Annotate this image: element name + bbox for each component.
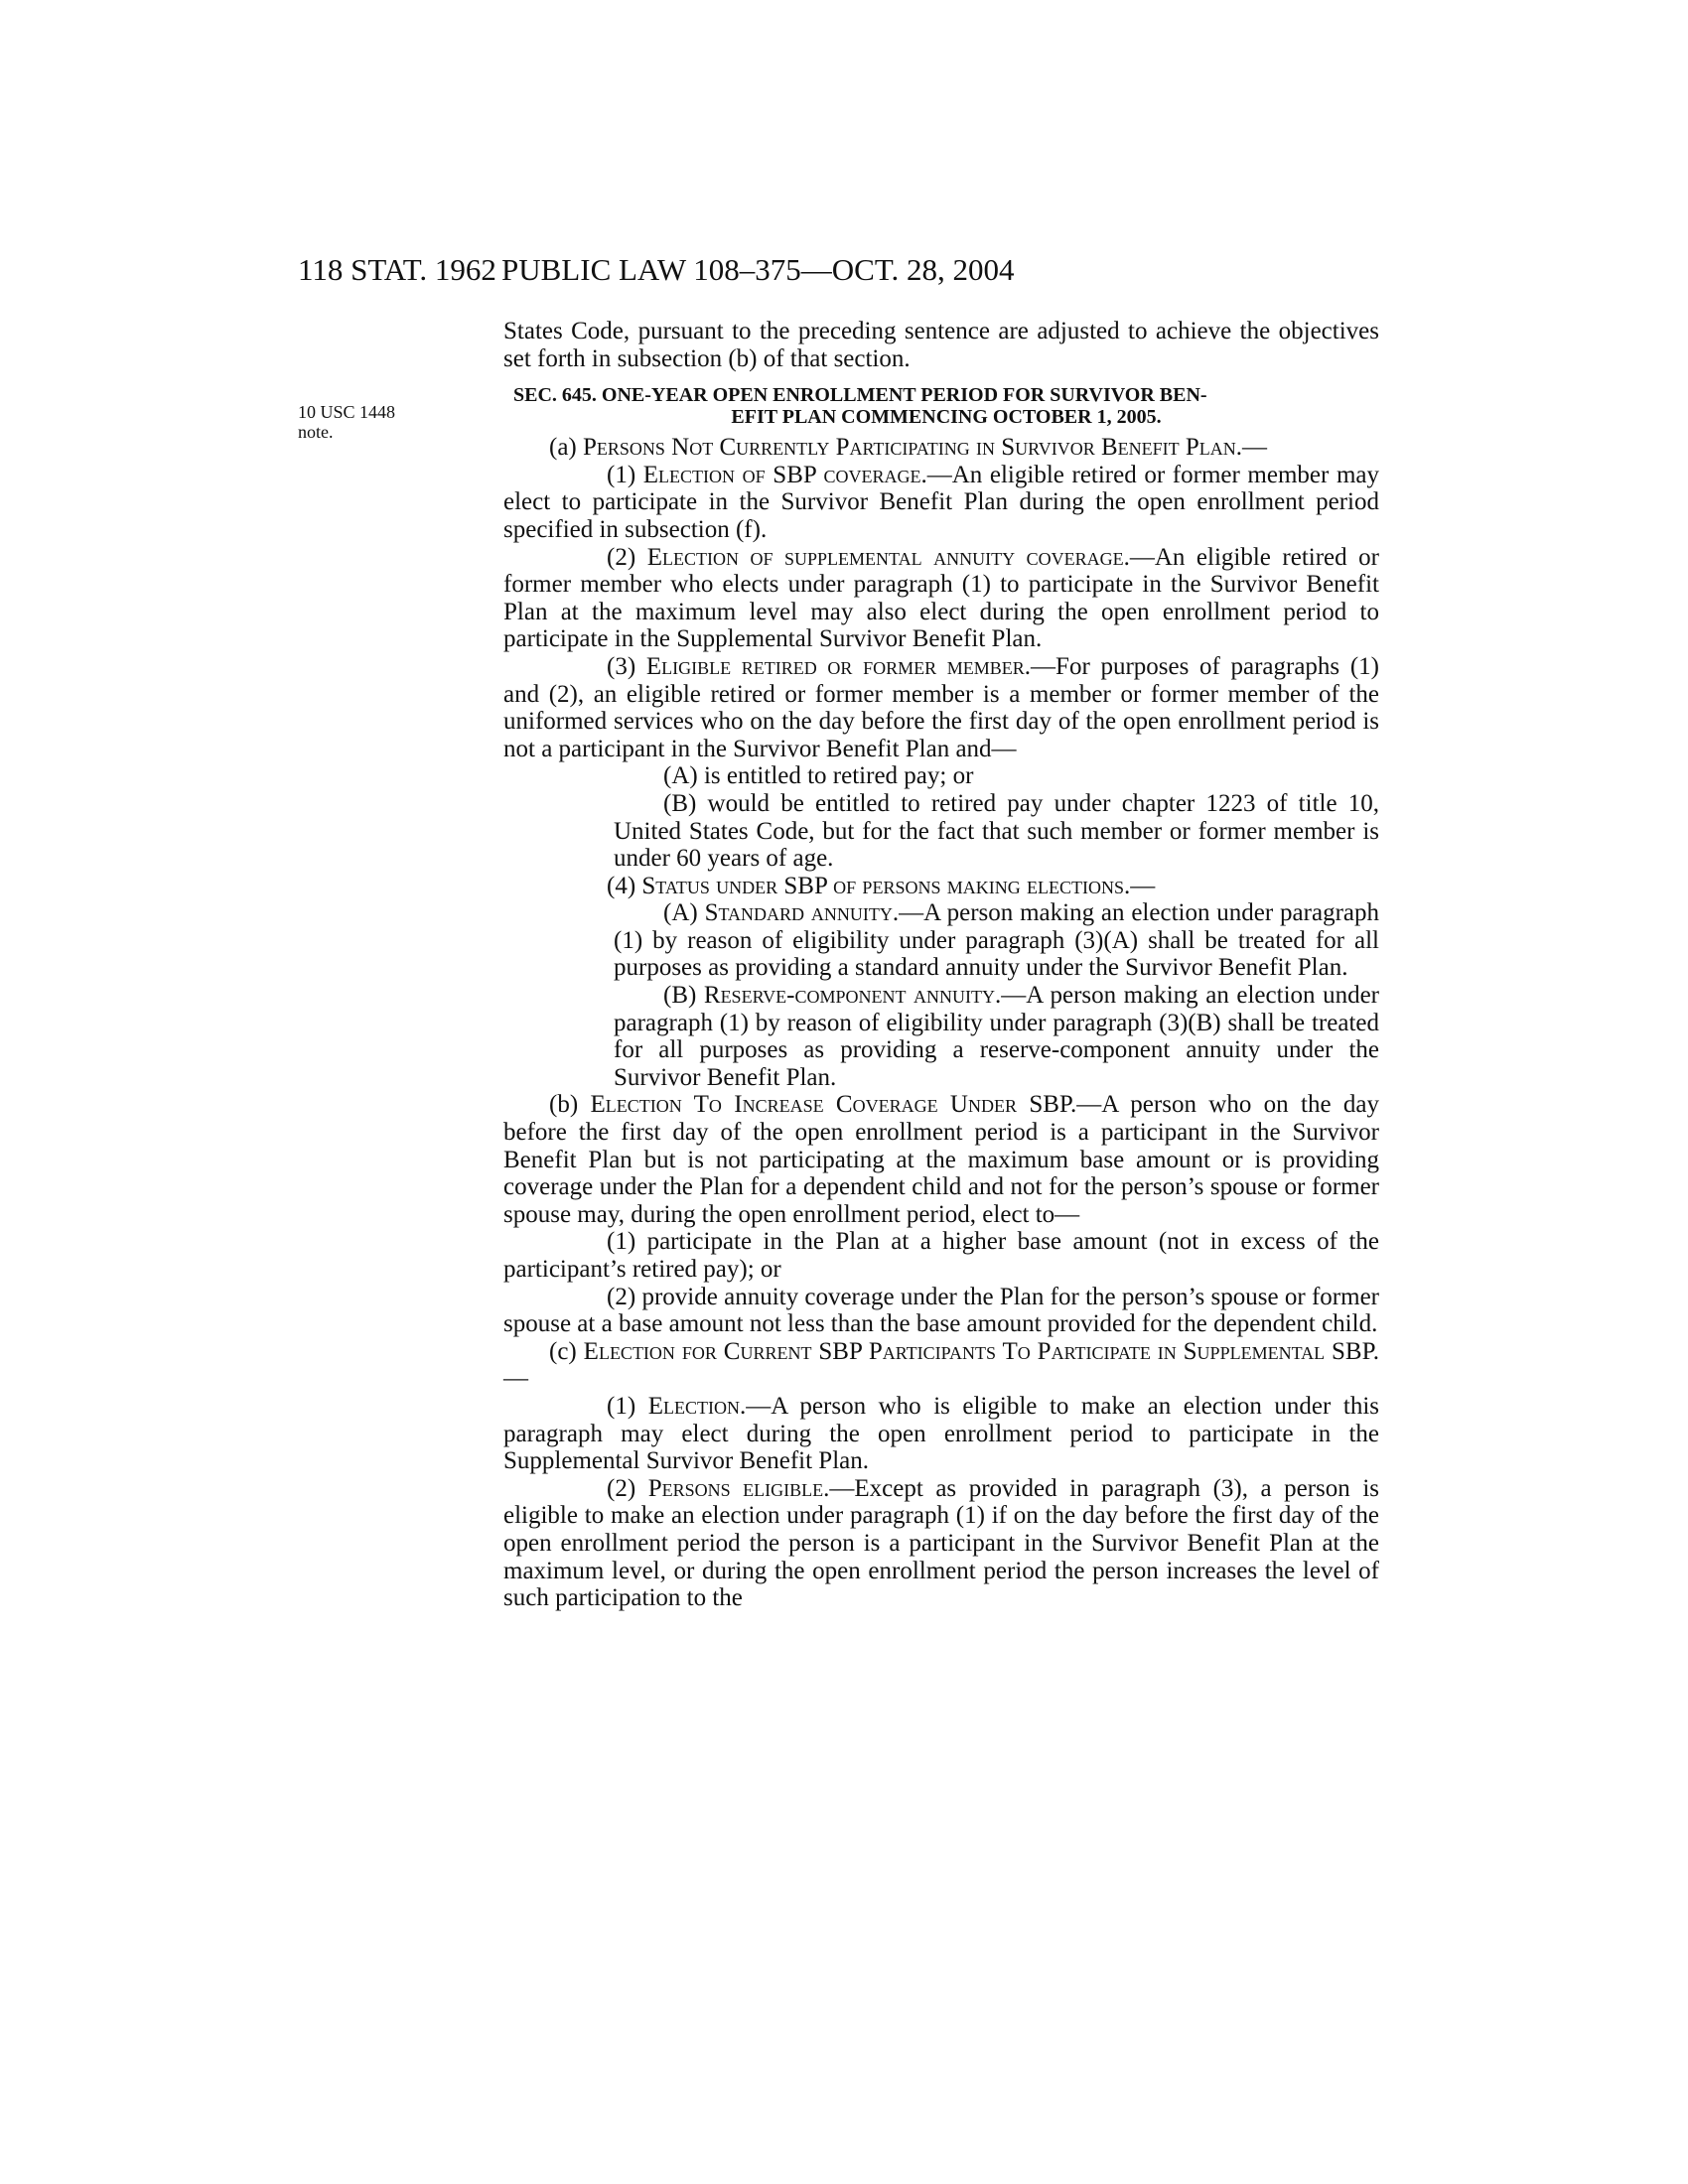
- subparagraph-a3A: (A) is entitled to retired pay; or: [663, 762, 974, 790]
- paragraph-a4-heading: Status under SBP of persons making elections.—: [641, 872, 1156, 899]
- margin-note-citation: 10 USC 1448: [298, 402, 396, 422]
- paragraph-a3-text: For purposes of paragraphs (1) and (2), an eligible retired or former member is a member or former member of the uniformed services who on the day before the first day of the open enrollment period is not a participant in the Survivor Benefit Plan and—: [503, 652, 1379, 762]
- subsection-b-heading: Election To Increase Coverage Under SBP.—: [590, 1091, 1102, 1119]
- subparagraph-a4A-number: (A): [663, 899, 698, 927]
- paragraph-a3: [503, 653, 1379, 762]
- intro-paragraph: States Code, pursuant to the preceding sentence are adjusted to achieve the objectives set forth in subsection (b) of that section.: [503, 318, 1379, 372]
- paragraph-c2-number: (2): [607, 1474, 636, 1502]
- subsection-a-number: (a): [549, 434, 577, 462]
- subsection-b: [503, 1091, 1379, 1228]
- paragraph-c2: [503, 1475, 1379, 1612]
- subparagraph-a4A-heading: Standard annuity.—: [704, 899, 924, 927]
- subsection-a-title: Persons Not Currently Participating in Survivor Benefit Plan.—: [583, 434, 1268, 462]
- subsection-b-text: A person who on the day before the first day of the open enrollment period is a participant in the Survivor Benefit Plan but is not participating at the maximum base amount or is providing coverage under the Plan for a dependent child and not for the person’s spouse or former spouse may, during the open enrollment period, elect to—: [503, 1091, 1379, 1228]
- paragraph-a4: [503, 873, 1379, 900]
- paragraph-c2-text: Except as provided in paragraph (3), a person is eligible to make an election under paragraph (1) if on the day before the first day of the open enrollment period the person is a participant in the Survivor Benefit Plan at the maximum level, or during the open enrollment period the person increases the level of such participation to the: [503, 1474, 1379, 1612]
- paragraph-c1: [503, 1393, 1379, 1475]
- paragraph-a1-number: (1): [607, 461, 636, 488]
- paragraph-c1-number: (1): [607, 1392, 636, 1420]
- subparagraph-a4B: [503, 982, 1379, 1091]
- subsection-c-number: (c): [549, 1337, 577, 1365]
- paragraph-c1-text: A person who is eligible to make an election under this paragraph may elect during the open enrollment period to participate in the Supplemental Survivor Benefit Plan.: [503, 1392, 1379, 1475]
- running-head: [0, 250, 1688, 290]
- paragraph-a3-heading: Eligible retired or former member.—: [645, 652, 1056, 680]
- margin-note-suffix: note.: [298, 422, 334, 442]
- paragraph-a4-number: (4): [607, 872, 636, 899]
- paragraph-a2-text: An eligible retired or former member who elects under paragraph (1) to participate in the Survivor Benefit Plan at the maximum level may also elect during the open enrollment period to participate in the Supplemental Survivor Benefit Plan.: [503, 543, 1379, 653]
- paragraph-a1-text: An eligible retired or former member may elect to participate in the Survivor Benefit Plan during the open enrollment period specified in subsection (f).: [503, 461, 1379, 543]
- subparagraph-a3B: (B) would be entitled to retired pay under chapter 1223 of title 10, United States Code, but for the fact that such member or former member is under 60 years of age.: [614, 789, 1379, 873]
- subparagraph-a4A: [503, 899, 1379, 982]
- subparagraph-a4A-text: A person making an election under paragraph (1) by reason of eligibility under paragraph (3)(A) shall be treated for all purposes as providing a standard annuity under the Survivor Benefit Plan.: [614, 899, 1379, 982]
- document-body: [503, 318, 1379, 1612]
- paragraph-a2: [503, 544, 1379, 653]
- paragraph-a3-number: (3): [607, 652, 636, 680]
- subparagraph-a4B-heading: Reserve-component annuity.—: [703, 982, 1027, 1010]
- paragraph-a1-heading: Election of SBP coverage.—: [642, 461, 952, 488]
- subsection-c-title: Election for Current SBP Participants To Participate in Supplemental SBP.—: [503, 1337, 1379, 1393]
- statute-page-number: 118 STAT. 1962: [298, 252, 496, 287]
- paragraph-b1: (1) participate in the Plan at a higher base amount (not in excess of the participant’s retired pay); or: [503, 1228, 1379, 1283]
- margin-note: [298, 402, 477, 442]
- subparagraph-a4B-text: A person making an election under paragraph (1) by reason of eligibility under paragraph (3)(B) shall be treated for all purposes as providing a reserve-component annuity under the Survivor Benefit Plan.: [614, 982, 1379, 1091]
- paragraph-b2: (2) provide annuity coverage under the Plan for the person’s spouse or former spouse at a base amount not less than the base amount provided for the dependent child.: [503, 1283, 1379, 1338]
- subsection-a-heading: [503, 434, 1379, 462]
- section-heading: [503, 384, 1379, 428]
- subsection-b-number: (b): [549, 1091, 579, 1119]
- paragraph-a2-heading: Election of supplemental annuity coverage.—: [646, 543, 1155, 571]
- paragraph-c2-heading: Persons eligible.—: [647, 1474, 855, 1502]
- subparagraph-a4B-number: (B): [663, 982, 697, 1010]
- section-heading-line2: EFIT PLAN COMMENCING OCTOBER 1, 2005.: [731, 406, 1162, 429]
- section-heading-line1: SEC. 645. ONE-YEAR OPEN ENROLLMENT PERIOD FOR SURVIVOR BEN-: [513, 384, 1207, 407]
- public-law-title: PUBLIC LAW 108–375—OCT. 28, 2004: [501, 252, 1015, 287]
- paragraph-a1: [503, 462, 1379, 544]
- paragraph-c1-heading: Election.—: [647, 1392, 772, 1420]
- paragraph-a2-number: (2): [607, 543, 636, 571]
- subsection-c-heading: [503, 1338, 1379, 1393]
